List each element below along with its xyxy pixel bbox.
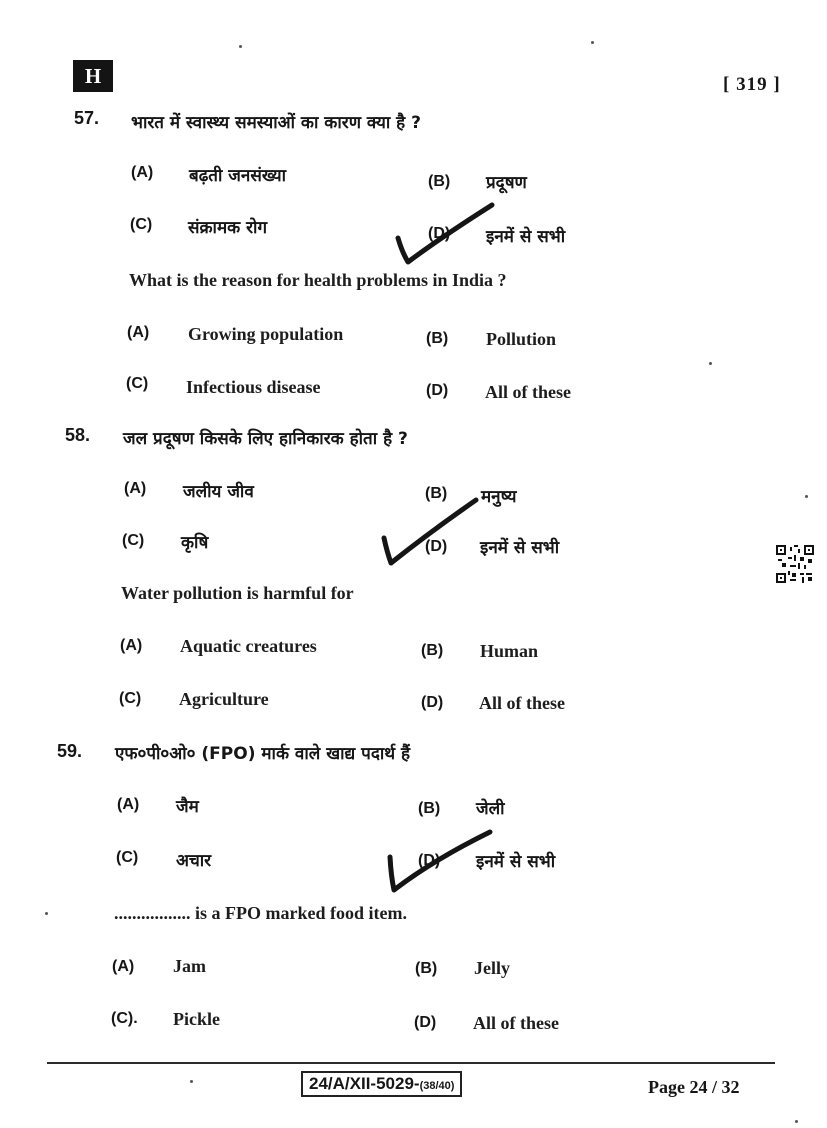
q58-en-option-b-label: (B): [421, 642, 444, 659]
footer-divider: [47, 1062, 775, 1064]
q57-en-option-d-label: (D): [426, 382, 449, 399]
q58-hi-option-b-text: मनुष्य: [481, 487, 517, 507]
paper-code-main: 24/A/XII-5029-: [309, 1074, 420, 1093]
q57-en-option-a-label: (A): [127, 324, 150, 341]
q59-en-option-a-label: (A): [112, 958, 135, 975]
question-58-hindi: जल प्रदूषण किसके लिए हानिकारक होता है ?: [123, 429, 408, 449]
q59-en-option-b-label: (B): [415, 960, 438, 977]
q57-hi-option-a-text: बढ़ती जनसंख्या: [189, 166, 287, 186]
q59-hi-option-d-text: इनमें से सभी: [476, 852, 556, 872]
q58-en-option-a-label: (A): [120, 637, 143, 654]
q57-hi-option-c-label: (C): [130, 216, 153, 233]
q57-en-option-b-label: (B): [426, 330, 449, 347]
q59-en-option-d-text: All of these: [473, 1013, 559, 1033]
q57-hi-option-c-text: संक्रामक रोग: [188, 218, 268, 238]
q58-hi-option-d-label: (D): [425, 538, 448, 555]
q58-en-option-d-label: (D): [421, 694, 444, 711]
q59-hi-option-c-text: अचार: [176, 851, 212, 871]
q58-hi-option-c-label: (C): [122, 532, 145, 549]
q58-en-option-d-text: All of these: [479, 693, 565, 713]
q57-en-option-a-text: Growing population: [188, 324, 344, 344]
scan-speck: [190, 1080, 193, 1083]
q59-hi-option-a-label: (A): [117, 796, 140, 813]
qr-code-icon: [776, 545, 814, 583]
q57-en-option-c-text: Infectious disease: [186, 377, 321, 397]
scan-speck: [591, 41, 594, 44]
page-number: Page 24 / 32: [648, 1077, 740, 1097]
question-59-english: ................. is a FPO marked food item.: [114, 903, 407, 923]
question-57-english: What is the reason for health problems in India ?: [129, 270, 507, 290]
q58-hi-option-d-text: इनमें से सभी: [480, 538, 560, 558]
q59-hi-option-b-label: (B): [418, 800, 441, 817]
scan-speck: [45, 912, 48, 915]
paper-code-suffix: (38/40): [419, 1080, 455, 1092]
page-marker: [ 319 ]: [723, 74, 781, 95]
q58-en-option-b-text: Human: [480, 641, 539, 661]
q59-hi-option-a-text: जैम: [176, 797, 199, 817]
q59-en-option-c-text: Pickle: [173, 1009, 220, 1029]
q57-hi-option-b-text: प्रदूषण: [486, 173, 527, 193]
scan-speck: [709, 362, 712, 365]
q58-hi-option-a-label: (A): [124, 480, 147, 497]
q59-en-option-c-label: (C).: [111, 1010, 138, 1027]
q59-hi-option-d-label: (D): [418, 852, 441, 869]
q57-en-option-b-text: Pollution: [486, 329, 557, 349]
question-59-hindi: एफ०पी०ओ० (FPO) मार्क वाले खाद्य पदार्थ हैं: [115, 744, 411, 764]
question-57-number: 57.: [74, 108, 100, 128]
q59-hi-option-c-label: (C): [116, 849, 139, 866]
q59-en-option-b-text: Jelly: [474, 958, 510, 978]
scan-speck: [795, 1120, 798, 1123]
q58-hi-option-a-text: जलीय जीव: [183, 482, 254, 502]
q57-hi-option-d-label: (D): [428, 225, 451, 242]
q58-en-option-a-text: Aquatic creatures: [180, 636, 317, 656]
q59-hi-option-b-text: जेली: [476, 799, 505, 819]
q57-en-option-d-text: All of these: [485, 382, 571, 402]
question-58-english: Water pollution is harmful for: [121, 583, 354, 603]
q58-en-option-c-text: Agriculture: [179, 689, 269, 709]
q57-hi-option-d-text: इनमें से सभी: [486, 227, 566, 247]
q59-en-option-d-label: (D): [414, 1014, 437, 1031]
q58-en-option-c-label: (C): [119, 690, 142, 707]
q58-hi-option-b-label: (B): [425, 485, 448, 502]
question-59-number: 59.: [57, 741, 83, 761]
question-57-hindi: भारत में स्वास्थ्य समस्याओं का कारण क्या है ?: [131, 113, 421, 133]
q57-hi-option-b-label: (B): [428, 173, 451, 190]
q59-en-option-a-text: Jam: [173, 956, 206, 976]
scan-speck: [805, 495, 808, 498]
question-58-number: 58.: [65, 425, 91, 445]
paper-code: [301, 1071, 462, 1097]
section-badge: H: [73, 60, 113, 92]
scan-speck: [239, 45, 242, 48]
q57-hi-option-a-label: (A): [131, 164, 154, 181]
q58-hi-option-c-text: कृषि: [181, 533, 209, 553]
q57-en-option-c-label: (C): [126, 375, 149, 392]
